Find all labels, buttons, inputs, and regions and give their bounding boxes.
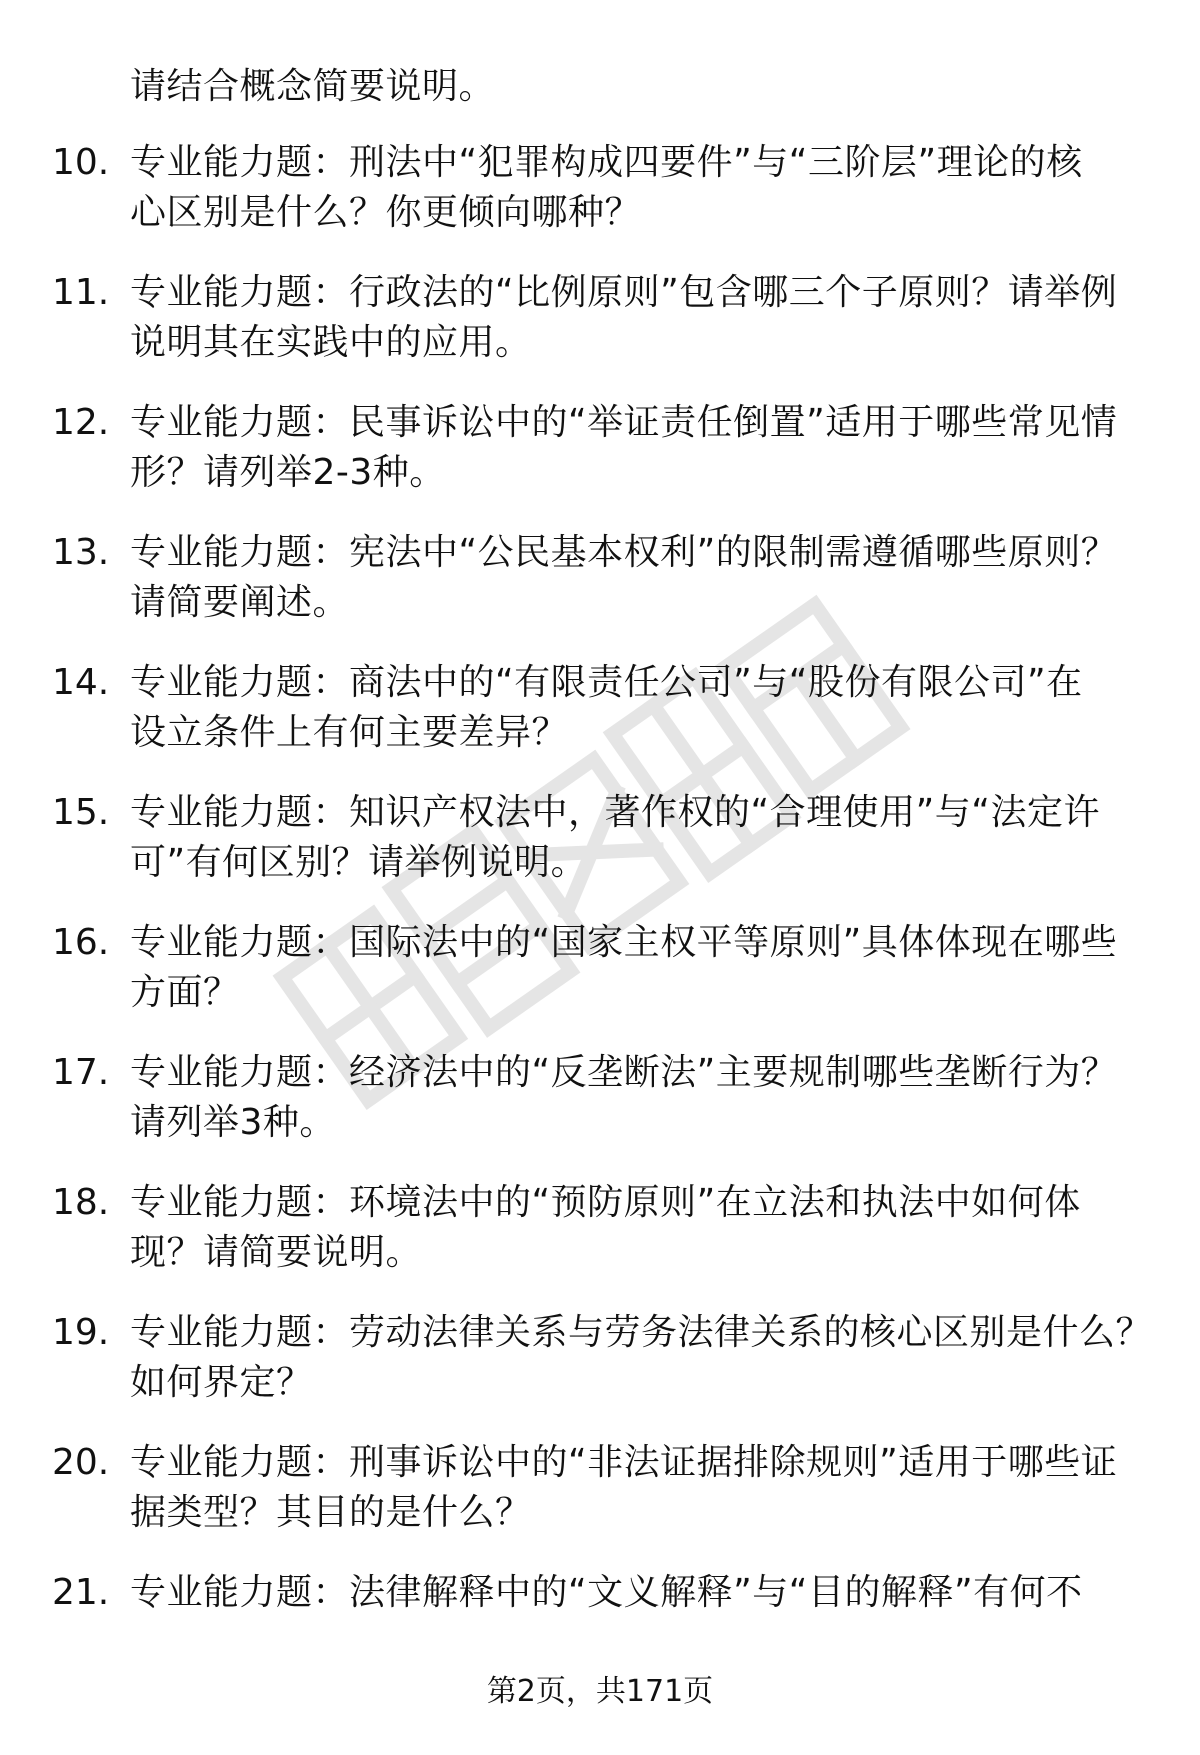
- question-text-line: 心区别是什么？你更倾向哪种？: [130, 192, 642, 233]
- question-number: 16.: [52, 922, 110, 963]
- question-text-line: 可”有何区别？请举例说明。: [130, 842, 588, 883]
- question-number: 15.: [52, 792, 110, 833]
- continuation-line: 请结合概念简要说明。: [130, 66, 496, 107]
- question-text: [130, 528, 1140, 628]
- question-number: 21.: [52, 1572, 110, 1613]
- question-item: [0, 1178, 1200, 1308]
- question-text-line: 专业能力题：知识产权法中，著作权的“合理使用”与“法定许: [130, 792, 1100, 833]
- question-number: 11.: [52, 272, 110, 313]
- question-text-line: 据类型？其目的是什么？: [130, 1492, 532, 1533]
- question-text-line: 请列举3种。: [130, 1102, 336, 1143]
- question-list: [0, 138, 1200, 1698]
- question-text-line: 专业能力题：经济法中的“反垄断法”主要规制哪些垄断行为？: [130, 1052, 1118, 1093]
- question-text-line: 专业能力题：刑法中“犯罪构成四要件”与“三阶层”理论的核: [130, 142, 1083, 183]
- question-text-line: 如何界定？: [130, 1362, 313, 1403]
- question-text-line: 专业能力题：行政法的“比例原则”包含哪三个子原则？请举例: [130, 272, 1118, 313]
- question-text-line: 专业能力题：民事诉讼中的“举证责任倒置”适用于哪些常见情: [130, 402, 1118, 443]
- question-text-line: 专业能力题：法律解释中的“文义解释”与“目的解释”有何不: [130, 1572, 1083, 1613]
- question-item: [0, 918, 1200, 1048]
- question-item: [0, 1308, 1200, 1438]
- question-text-line: 设立条件上有何主要差异？: [130, 712, 569, 753]
- question-text-line: 请简要阐述。: [130, 582, 350, 623]
- question-text-line: 现？请简要说明。: [130, 1232, 423, 1273]
- page-footer: 第2页，共171页: [486, 1674, 714, 1709]
- question-text: [130, 398, 1140, 498]
- question-item: [0, 658, 1200, 788]
- question-number: 13.: [52, 532, 110, 573]
- question-text-line: 专业能力题：劳动法律关系与劳务法律关系的核心区别是什么？: [130, 1312, 1153, 1353]
- question-item: [0, 1438, 1200, 1568]
- question-item: [0, 1048, 1200, 1178]
- question-text: [130, 918, 1140, 1018]
- question-text: [130, 1438, 1140, 1538]
- question-text-line: 方面？: [130, 972, 240, 1013]
- question-text-line: 专业能力题：刑事诉讼中的“非法证据排除规则”适用于哪些证: [130, 1442, 1118, 1483]
- question-item: [0, 398, 1200, 528]
- question-text-line: 专业能力题：商法中的“有限责任公司”与“股份有限公司”在: [130, 662, 1083, 703]
- question-text-line: 说明其在实践中的应用。: [130, 322, 532, 363]
- question-text: [130, 1178, 1140, 1278]
- question-item: [0, 528, 1200, 658]
- question-item: [0, 788, 1200, 918]
- question-number: 10.: [52, 142, 110, 183]
- question-text-line: 形？请列举2-3种。: [130, 452, 446, 493]
- question-item: [0, 138, 1200, 268]
- question-number: 14.: [52, 662, 110, 703]
- question-number: 20.: [52, 1442, 110, 1483]
- question-text: [130, 138, 1140, 238]
- question-text: [130, 1308, 1153, 1408]
- question-text-line: 专业能力题：环境法中的“预防原则”在立法和执法中如何体: [130, 1182, 1081, 1223]
- question-number: 17.: [52, 1052, 110, 1093]
- question-text-line: 专业能力题：宪法中“公民基本权利”的限制需遵循哪些原则？: [130, 532, 1118, 573]
- question-number: 19.: [52, 1312, 110, 1353]
- question-text: [130, 1048, 1140, 1148]
- question-number: 12.: [52, 402, 110, 443]
- question-item: [0, 268, 1200, 398]
- question-text: [130, 268, 1140, 368]
- question-text: [130, 788, 1140, 888]
- question-text-line: 专业能力题：国际法中的“国家主权平等原则”具体体现在哪些: [130, 922, 1118, 963]
- question-text: [130, 658, 1140, 758]
- question-number: 18.: [52, 1182, 110, 1223]
- question-text: [130, 1568, 1140, 1618]
